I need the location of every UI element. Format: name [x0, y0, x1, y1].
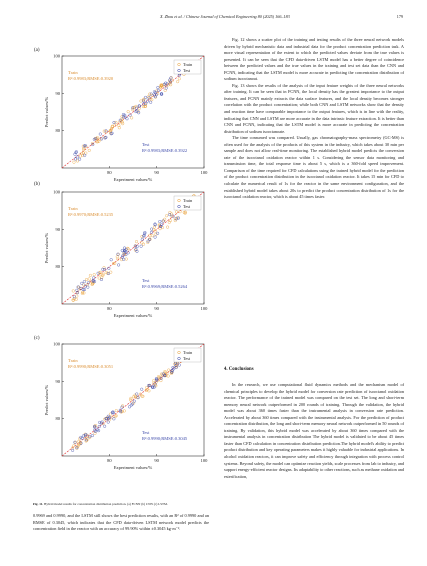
x-tick-label: 90: [154, 170, 159, 175]
train-annotation-metrics: R²:0.9990;RMSE:0.3051: [68, 364, 114, 369]
y-tick-label: 100: [53, 53, 60, 59]
section-heading: 4. Conclusions: [224, 367, 254, 372]
x-tick-label: 100: [200, 306, 208, 311]
test-annotation-metrics: R²:0.9969;RMSE:0.5264: [142, 284, 188, 289]
train-point: [152, 379, 155, 382]
legend-train-label: Train: [183, 62, 193, 67]
x-tick-label: 100: [200, 458, 208, 463]
train-point: [115, 414, 118, 417]
panel-label-a: (a): [34, 48, 40, 53]
caption-text: Hybrid model results for concentration distribution prediction. (a) FCNN (b) CNN (c) LSTM.: [44, 502, 168, 506]
train-point: [157, 375, 160, 378]
test-point: [103, 425, 106, 428]
x-tick-label: 90: [154, 306, 159, 311]
page-number: 179: [396, 14, 403, 19]
train-annotation-title: Train: [68, 206, 78, 211]
legend-train-label: Train: [183, 350, 193, 355]
test-annotation-title: Test: [142, 142, 150, 147]
left-column-text: 0.9969 and 0.9990, and the LSTM still shows the best prediction results, with an R² of 0.9990 and an RMSE of 0.3045, which indicates that the CFD data-driven LSTM network model predicts the concentration field in the reactor with an accuracy of 99.90% within ±0.3045 kg·m⁻³.: [33, 513, 209, 532]
train-annotation-title: Train: [68, 358, 78, 363]
paragraph-conclusions: In the research, we use computational fluid dynamics methods and the mechanism model of chemical principles to develop the hybrid model for conversion rate prediction of isooctanol oxidation reactor. The performance of the trained model was compared on the test set. The long and short-term memory neural network outperformed in 200 rounds of training. Through the validation, the hybrid model was about 360 times faster than the instrumental analysis in conversion rate prediction. Accelerated by about 360 times compared with the instrumental analysis. For the prediction of product concentration distribution, the long and short-term memory neural network outperformed in 50 rounds of training. By validation, this hybrid model was accelerated by about 360 times compared with the instrumental analysis in concentration distribution The hybrid model is validated to be about 45 times faster than CFD calculation in concentration distribution prediction.The hybrid model's ability to predict product distribution and key operating parameters makes it highly valuable for industrial applications. In alcohol oxidation reactors, it can improve safety and efficiency through integration with process control systems. Beyond safety, the model can optimize reaction yields, scale processes from lab to industry, and support energy-efficient reactor designs. Its adaptability to other reactions, such as methane oxidation and esterification,: [224, 382, 404, 479]
train-point: [115, 409, 118, 412]
legend-test-label: Test: [183, 68, 191, 73]
test-point: [98, 425, 101, 428]
test-annotation-metrics: R²:0.9983;RMSE:0.3922: [142, 148, 188, 153]
x-tick-label: 80: [107, 458, 112, 463]
y-axis-label: Predict values/%: [44, 96, 49, 128]
y-tick-label: 90: [55, 226, 60, 232]
test-annotation-title: Test: [142, 430, 150, 435]
y-tick-label: 80: [55, 416, 60, 422]
x-tick-label: 80: [107, 306, 112, 311]
x-tick-label: 80: [107, 170, 112, 175]
x-tick-label: 100: [200, 170, 208, 175]
x-axis-label: Experiment values/%: [113, 313, 153, 318]
train-point: [167, 369, 170, 372]
legend-train-label: Train: [183, 198, 193, 203]
train-annotation-metrics: R²:0.9983;RMSE:0.3920: [68, 76, 114, 81]
test-point: [178, 364, 181, 367]
x-tick-label: 90: [154, 458, 159, 463]
paragraph-fig12: Fig. 12 shows a scatter plot of the training and testing results of the three neural network models driven by hybrid mechanistic data and industrial data for the product concentration prediction task. A more visual representation of the extent to which the predicted values deviate from the true values is presented. It can be seen that the CFD data-driven LSTM model has a better degree of coincidence between the predicted values and the true values in the training and test set data than the CNN and FCNN, indicating that the LSTM model is more accurate in predicting the concentration distribution of sodium isooctanoat.: [224, 37, 404, 82]
y-tick-label: 100: [53, 341, 60, 347]
test-annotation-metrics: R²:0.9990;RMSE:0.3045: [142, 436, 188, 441]
train-point: [114, 415, 117, 418]
train-point: [130, 397, 133, 400]
panel-label-c: (c): [34, 336, 40, 341]
panel-label-b: (b): [34, 182, 40, 187]
paragraph-time: The time consumed was compared. Usually, gas chromatography-mass spectrometry (GC-MS) is often used for the analysis of the products of this system in the industry, which takes about 30 min per sample and does not allow real-time monitoring. The established hybrid model predicts the conversion rate of the isooctanol oxidation reactor within 1 s. Considering the sensor data monitoring and transmission time, the total response time is about 5 s, which is a 360-fold speed improvement. Comparison of the time required for CFD calculations using the trained hybrid model for the prediction of the product concentration distribution in the isooctanol oxidation reactor. It takes 15 min for CFD to calculate the numerical result of 1s for the reactor in the same environment configuration, and the established hybrid model takes about 20s to predict the product concentration distribution of 1s for the isooctanol oxidation reactor, which is about 45 times faster.: [224, 135, 404, 200]
y-tick-label: 80: [55, 128, 60, 134]
test-point: [113, 418, 116, 421]
legend-test-label: Test: [183, 204, 191, 209]
test-point: [107, 421, 110, 424]
y-axis-label: Predict values/%: [44, 384, 49, 416]
y-tick-label: 100: [53, 189, 60, 195]
train-point: [109, 413, 112, 416]
y-tick-label: 90: [55, 378, 60, 384]
x-axis-label: Experiment values/%: [113, 465, 153, 470]
test-annotation-title: Test: [142, 278, 150, 283]
test-point: [91, 434, 94, 437]
y-tick-label: 80: [55, 264, 60, 270]
train-annotation-metrics: R²:0.9970;RMSE:0.5235: [68, 212, 114, 217]
legend-test-label: Test: [183, 356, 191, 361]
y-axis-label: Predict values/%: [44, 232, 49, 264]
y-tick-label: 90: [55, 90, 60, 96]
train-annotation-title: Train: [68, 70, 78, 75]
conclusions-text: [224, 382, 404, 480]
journal-citation: X. Zhou et al. / Chinese Journal of Chemical Engineering 80 (2025) 166–183: [160, 14, 290, 19]
right-column-text: [224, 37, 404, 201]
x-axis-label: Experiment values/%: [113, 177, 153, 182]
figure-caption: [33, 502, 209, 506]
paragraph-fig13: Fig. 13 shows the results of the analysis of the input feature weights of the three neural networks after training. It can be seen that in FCNN, the local density has the greatest importance to the output features, and FCNN mainly extracts the data surface features, and the local density becomes stronger correlation with the product concentration; while both CNN and LSTM networks show that the density and reaction time have comparable importance to the output features, which is in line with the reality, indicating that CNN and LSTM are more accurate in the data intrinsic feature extraction. It is better than CNN and FCNN, indicating that the LSTM model is more accurate in predicting the concentration distribution of sodium isooctanoate.: [224, 82, 404, 134]
caption-label: Fig. 11.: [33, 502, 44, 506]
test-point: [140, 388, 143, 391]
